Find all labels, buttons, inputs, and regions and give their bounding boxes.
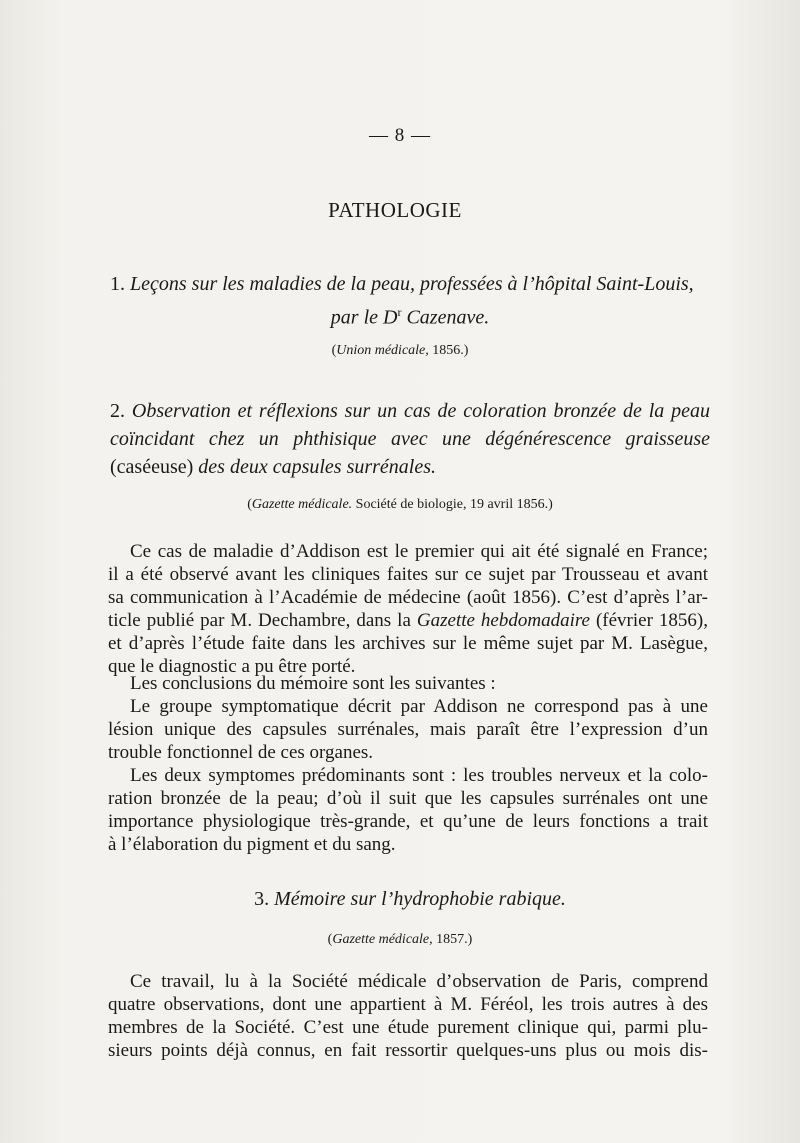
- text-line: Ce travail, lu à la Société médicale d’observation de Paris, comprend: [130, 971, 708, 992]
- entry-2-paragraph-3: [108, 695, 708, 764]
- entry-1-title: [110, 270, 710, 332]
- source-paren: (: [247, 497, 252, 512]
- text-line: Les conclusions du mémoire sont les suivantes :: [130, 673, 496, 694]
- text-line: trouble fonctionnel de ces organes.: [108, 742, 374, 763]
- text-line: membres de la Société. C’est une étude purement clinique qui, parmi plu-: [108, 1017, 708, 1038]
- entry-2-title-line3-plain: (caséeuse): [110, 456, 194, 478]
- text-line: sa communication à l’Académie de médecine (août 1856). C’est d’après l’ar-: [108, 587, 708, 608]
- entry-2-title-line1: Observation et réflexions sur un cas de coloration bronzée de la peau: [131, 400, 710, 422]
- text-line: il a été observé avant les cliniques faites sur ce sujet par Trousseau et avant: [108, 564, 708, 585]
- entry-2-title: [110, 397, 710, 481]
- entry-2-paragraph-1: [108, 540, 708, 678]
- text-line: quatre observations, dont une appartient à M. Féréol, les trois autres à des: [108, 994, 708, 1015]
- text-segment: (février 1856),: [589, 610, 708, 631]
- entry-1-title-sup: r: [397, 305, 402, 319]
- entry-3-source-journal: Gazette médicale,: [332, 932, 433, 947]
- entry-1-source-date: 1856.: [428, 343, 464, 358]
- source-paren: (: [327, 932, 333, 947]
- entry-1-source: [0, 343, 800, 359]
- entry-3-number: 3.: [254, 888, 270, 910]
- entry-2-title-line3-ital: des deux capsules surrénales.: [193, 456, 437, 478]
- entry-2-source-journal: Gazette médicale.: [251, 497, 353, 512]
- entry-2-source: [0, 497, 800, 513]
- entry-2-title-line2: coïncidant chez un phthisique avec une dégénérescence graisseuse: [110, 428, 710, 450]
- source-paren: ): [548, 497, 553, 512]
- text-segment: ticle publié par M. Dechambre, dans la: [108, 610, 417, 631]
- text-line: Ce cas de maladie d’Addison est le premier qui ait été signalé en France;: [130, 541, 708, 562]
- text-line: sieurs points déjà connus, en fait ressortir quelques-uns plus ou mois dis-: [108, 1040, 708, 1061]
- entry-3-paragraph-1: [108, 970, 708, 1062]
- text-line: que le diagnostic a pu être porté.: [108, 656, 356, 677]
- source-paren: ): [467, 932, 473, 947]
- text-line: [108, 609, 708, 632]
- entry-3-source-date: 1857.: [432, 932, 468, 947]
- text-line: et d’après l’étude faite dans les archives sur le même sujet par M. Lasègue,: [108, 633, 708, 654]
- page-number: — 8 —: [369, 125, 431, 146]
- entry-2-paragraph-2: [108, 672, 708, 695]
- entry-1-source-journal: Union médicale,: [336, 343, 429, 358]
- text-line: lésion unique des capsules surrénales, mais paraît être l’expression d’un: [108, 719, 708, 740]
- entry-1-title-line1: Leçons sur les maladies de la peau, professées à l’hôpital Saint-Louis,: [130, 273, 694, 295]
- entry-3-title: [110, 885, 710, 913]
- entry-3-source: [0, 932, 800, 948]
- entry-2-number: 2.: [110, 400, 125, 422]
- entry-2-paragraph-4: [108, 764, 708, 856]
- text-line: Les deux symptomes prédominants sont : les troubles nerveux et la colo-: [130, 765, 708, 786]
- section-title: PATHOLOGIE: [328, 198, 462, 222]
- text-line: importance physiologique très-grande, et qu’une de leurs fonctions a trait: [108, 811, 708, 832]
- source-paren: ): [463, 343, 469, 358]
- source-paren: (: [331, 343, 337, 358]
- text-line: Le groupe symptomatique décrit par Addison ne correspond pas à une: [130, 696, 708, 717]
- entry-1-title-line2-post: Cazenave.: [401, 306, 490, 329]
- entry-1-number: 1.: [110, 273, 125, 295]
- journal-name: Gazette hebdomadaire: [416, 610, 590, 631]
- text-line: à l’élaboration du pigment et du sang.: [108, 834, 396, 855]
- text-line: ration bronzée de la peau; d’où il suit que les capsules surrénales ont une: [108, 788, 708, 809]
- entry-1-title-line2-pre: par le D: [330, 306, 398, 329]
- entry-3-title-text: Mémoire sur l’hydrophobie rabique.: [274, 888, 566, 910]
- entry-2-source-detail: Société de biologie, 19 avril 1856.: [352, 497, 549, 512]
